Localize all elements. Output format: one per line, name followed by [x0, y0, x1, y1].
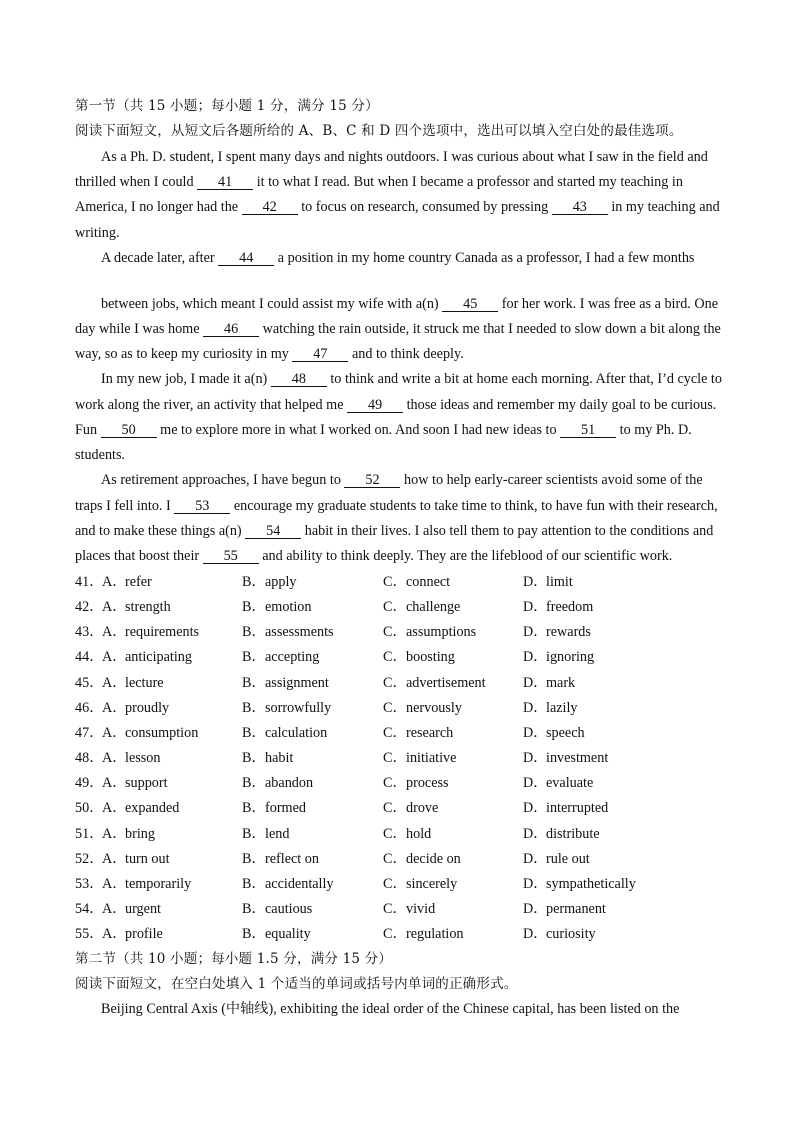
passage-text: traps I fell into. I [75, 498, 175, 514]
blank-43: 43 [552, 200, 608, 215]
option-letter: A． [102, 926, 127, 943]
option-text: sincerely [406, 875, 458, 892]
passage-line [75, 320, 721, 338]
option-text: lazily [546, 699, 578, 716]
blank-52: 52 [344, 473, 400, 488]
passage-text: work along the river, an activity that helped me [75, 397, 348, 413]
option-d [523, 749, 608, 767]
option-text: consumption [125, 724, 199, 741]
blank-49: 49 [347, 398, 403, 413]
question-number: 53． [75, 875, 104, 892]
option-text: research [406, 724, 454, 741]
option-letter: C． [383, 900, 407, 917]
option-d [523, 850, 590, 868]
question-number: 50． [75, 800, 104, 817]
option-c [383, 799, 438, 817]
option-text: boosting [406, 649, 455, 666]
option-letter: D． [523, 850, 548, 867]
option-letter: D． [523, 800, 548, 817]
option-a [102, 598, 171, 616]
option-c [383, 749, 456, 767]
option-a [102, 925, 163, 943]
option-letter: A． [102, 599, 127, 616]
passage-text: way, so as to keep my curiosity in my [75, 346, 293, 362]
option-letter: A． [102, 800, 127, 817]
question-number: 43． [75, 624, 104, 641]
option-letter: D． [523, 574, 548, 590]
option-letter: A． [102, 724, 127, 741]
option-text: investment [546, 750, 609, 767]
option-text: rule out [546, 850, 590, 867]
option-row [75, 900, 715, 918]
option-c [383, 774, 449, 792]
option-letter: A． [102, 649, 127, 666]
option-text: assumptions [406, 624, 477, 641]
passage-text: Fun [75, 422, 101, 438]
option-letter: D． [523, 900, 548, 917]
blank-54: 54 [245, 524, 301, 539]
option-row [75, 825, 715, 843]
option-text: assessments [265, 624, 334, 641]
question-number: 48． [75, 750, 104, 767]
option-c [383, 598, 460, 616]
option-letter: B． [242, 825, 266, 842]
option-letter: A． [102, 750, 127, 767]
question-number: 52． [75, 850, 104, 867]
passage-text: in my teaching and [607, 199, 720, 215]
blank-53: 53 [174, 499, 230, 514]
option-letter: D． [523, 649, 548, 666]
option-text: advertisement [406, 674, 486, 691]
option-b [242, 875, 334, 893]
option-a [102, 749, 160, 767]
option-text: urgent [125, 900, 161, 917]
option-row [75, 875, 715, 893]
option-text: rewards [546, 624, 591, 641]
option-letter: C． [383, 724, 407, 741]
passage-text: for her work. I was free as a bird. One [498, 296, 719, 312]
option-text: lend [265, 825, 290, 842]
option-d [523, 799, 608, 817]
option-c [383, 623, 476, 641]
option-b [242, 825, 289, 843]
option-letter: B． [242, 750, 266, 767]
passage-text: America, I no longer had the [75, 199, 242, 215]
option-letter: D． [523, 674, 548, 691]
option-text: lecture [125, 674, 164, 691]
option-letter: C． [383, 599, 407, 616]
option-text: interrupted [546, 800, 609, 817]
option-b [242, 799, 306, 817]
option-text: regulation [406, 926, 464, 943]
option-letter: D． [523, 699, 548, 716]
option-letter: C． [383, 775, 407, 792]
option-letter: B． [242, 900, 266, 917]
option-text: habit [265, 750, 294, 767]
option-text: requirements [125, 624, 200, 641]
option-letter: B． [242, 699, 266, 716]
option-letter: C． [383, 850, 407, 867]
passage-text: In my new job, I made it a(n) [101, 371, 271, 387]
option-row [75, 623, 715, 641]
option-text: anticipating [125, 649, 192, 666]
blank-50: 50 [101, 423, 157, 438]
option-text: curiosity [546, 926, 596, 943]
passage-line [75, 198, 720, 216]
section1-instruction: 阅读下面短文，从短文后各题所给的 A、B、C 和 D 四个选项中，选出可以填入空白处的最佳选项。 [75, 123, 683, 139]
option-c [383, 850, 461, 868]
passage-line [75, 396, 716, 414]
option-letter: B． [242, 674, 266, 691]
option-letter: A． [102, 775, 127, 792]
option-text: emotion [265, 599, 312, 616]
option-letter: C． [383, 649, 407, 666]
option-letter: B． [242, 724, 266, 741]
passage-line [101, 295, 718, 313]
option-text: temporarily [125, 875, 192, 892]
passage-text: and to think deeply. [348, 346, 464, 362]
option-d [523, 774, 593, 792]
passage-line: students. [75, 447, 126, 463]
blank-42: 42 [242, 200, 298, 215]
option-text: formed [265, 800, 306, 817]
option-b [242, 850, 319, 868]
option-c [383, 825, 431, 843]
option-c [383, 699, 462, 717]
option-text: accepting [265, 649, 320, 666]
passage-text: watching the rain outside, it struck me that I needed to slow down a bit along the [259, 321, 721, 337]
passage-line [75, 173, 683, 191]
option-text: strength [125, 599, 171, 616]
passage-line [75, 421, 692, 439]
option-letter: C． [383, 800, 407, 817]
option-letter: C． [383, 574, 407, 590]
option-row [75, 724, 715, 742]
option-row [75, 925, 715, 943]
passage-line [75, 497, 718, 515]
option-a [102, 850, 170, 868]
passage-text: it to what I read. But when I became a professor and started my teaching in [253, 174, 683, 190]
option-letter: C． [383, 926, 407, 943]
option-d [523, 598, 593, 616]
option-letter: B． [242, 926, 266, 943]
passage-text: places that boost their [75, 548, 203, 564]
option-row [75, 699, 715, 717]
section2-passage-line: Beijing Central Axis (中轴线), exhibiting the ideal order of the Chinese capital, has been listed on the [101, 1001, 680, 1017]
question-number: 51． [75, 825, 104, 842]
option-letter: D． [523, 750, 548, 767]
option-text: permanent [546, 900, 606, 917]
option-text: cautious [265, 900, 313, 917]
option-c [383, 875, 457, 893]
option-row [75, 598, 715, 616]
option-c [383, 573, 450, 591]
option-letter: D． [523, 599, 548, 616]
option-b [242, 648, 319, 666]
option-a [102, 699, 169, 717]
option-text: support [125, 775, 168, 792]
option-c [383, 674, 486, 692]
option-d [523, 875, 636, 893]
question-number: 47． [75, 724, 104, 741]
option-d [523, 925, 596, 943]
option-a [102, 724, 198, 742]
question-number: 41． [75, 574, 104, 590]
option-text: accidentally [265, 875, 334, 892]
question-number: 44． [75, 649, 104, 666]
option-text: connect [406, 574, 451, 590]
option-text: speech [546, 724, 585, 741]
option-text: drove [406, 800, 439, 817]
option-letter: B． [242, 649, 266, 666]
option-b [242, 623, 334, 641]
passage-text: to my Ph. D. [616, 422, 692, 438]
passage-text: between jobs, which meant I could assist my wife with a(n) [101, 296, 443, 312]
option-text: refer [125, 574, 152, 590]
option-text: mark [546, 674, 576, 691]
option-text: limit [546, 574, 573, 590]
option-letter: B． [242, 800, 266, 817]
option-b [242, 699, 331, 717]
option-a [102, 825, 155, 843]
option-letter: C． [383, 750, 407, 767]
option-d [523, 724, 585, 742]
option-row [75, 749, 715, 767]
option-text: assignment [265, 674, 329, 691]
option-letter: D． [523, 875, 548, 892]
passage-line: writing. [75, 225, 120, 241]
section2-heading: 第二节（共 10 小题；每小题 1.5 分，满分 15 分） [75, 951, 393, 967]
option-text: lesson [125, 750, 161, 767]
passage-line: As a Ph. D. student, I spent many days and nights outdoors. I was curious about what I saw in the field and [101, 149, 708, 165]
option-a [102, 774, 168, 792]
passage-text: those ideas and remember my daily goal to be curious. [403, 397, 717, 413]
option-text: evaluate [546, 775, 594, 792]
option-letter: A． [102, 875, 127, 892]
option-row [75, 774, 715, 792]
option-letter: A． [102, 850, 127, 867]
option-text: process [406, 775, 449, 792]
question-number: 42． [75, 599, 104, 616]
option-text: equality [265, 926, 311, 943]
option-letter: C． [383, 875, 407, 892]
option-b [242, 598, 312, 616]
passage-line [75, 345, 464, 363]
option-c [383, 900, 435, 918]
section1-heading: 第一节（共 15 小题；每小题 1 分，满分 15 分） [75, 98, 379, 114]
option-c [383, 925, 464, 943]
option-a [102, 623, 199, 641]
option-letter: D． [523, 724, 548, 741]
option-letter: A． [102, 825, 127, 842]
option-a [102, 799, 179, 817]
question-number: 54． [75, 900, 104, 917]
passage-line [101, 249, 694, 267]
passage-text: me to explore more in what I worked on. And soon I had new ideas to [156, 422, 561, 438]
passage-text: day while I was home [75, 321, 204, 337]
option-text: freedom [546, 599, 594, 616]
option-text: calculation [265, 724, 328, 741]
option-d [523, 674, 575, 692]
option-letter: B． [242, 850, 266, 867]
option-letter: A． [102, 624, 127, 641]
option-text: ignoring [546, 649, 595, 666]
option-b [242, 573, 297, 591]
option-b [242, 925, 311, 943]
blank-41: 41 [197, 175, 253, 190]
passage-text: how to help early-career scientists avoid some of the [400, 472, 703, 488]
option-a [102, 573, 152, 591]
question-number: 49． [75, 775, 104, 792]
option-a [102, 674, 164, 692]
option-c [383, 724, 453, 742]
option-d [523, 623, 591, 641]
option-text: profile [125, 926, 163, 943]
passage-text: habit in their lives. I also tell them to pay attention to the conditions and [301, 523, 714, 539]
blank-45: 45 [442, 297, 498, 312]
question-number: 45． [75, 674, 104, 691]
option-row [75, 674, 715, 692]
option-letter: C． [383, 674, 407, 691]
passage-line [75, 522, 713, 540]
blank-46: 46 [203, 322, 259, 337]
option-d [523, 900, 606, 918]
passage-text: As retirement approaches, I have begun to [101, 472, 345, 488]
option-text: turn out [125, 850, 170, 867]
option-text: sympathetically [546, 875, 636, 892]
option-b [242, 900, 312, 918]
option-letter: B． [242, 624, 266, 641]
option-text: challenge [406, 599, 461, 616]
option-text: decide on [406, 850, 461, 867]
option-letter: B． [242, 775, 266, 792]
option-d [523, 648, 594, 666]
option-text: reflect on [265, 850, 319, 867]
option-b [242, 749, 293, 767]
passage-line [75, 547, 672, 565]
option-b [242, 724, 327, 742]
section2-instruction: 阅读下面短文，在空白处填入 1 个适当的单词或括号内单词的正确形式。 [75, 976, 518, 992]
option-letter: C． [383, 825, 407, 842]
option-text: apply [265, 574, 297, 590]
passage-text: A decade later, after [101, 250, 219, 266]
blank-48: 48 [271, 372, 327, 387]
blank-51: 51 [560, 423, 616, 438]
passage-text: encourage my graduate students to take time to think, to have fun with their research, [230, 498, 718, 514]
passage-line [101, 471, 703, 489]
option-text: hold [406, 825, 432, 842]
question-number: 46． [75, 699, 104, 716]
option-a [102, 875, 191, 893]
option-letter: C． [383, 699, 407, 716]
option-text: nervously [406, 699, 462, 716]
passage-text: thrilled when I could [75, 174, 198, 190]
option-row [75, 648, 715, 666]
option-d [523, 825, 600, 843]
option-letter: B． [242, 875, 266, 892]
option-b [242, 774, 313, 792]
blank-55: 55 [203, 549, 259, 564]
option-d [523, 699, 578, 717]
option-text: bring [125, 825, 155, 842]
blank-47: 47 [292, 347, 348, 362]
option-text: distribute [546, 825, 600, 842]
option-text: abandon [265, 775, 314, 792]
option-row [75, 573, 715, 591]
option-row [75, 799, 715, 817]
option-text: sorrowfully [265, 699, 332, 716]
option-a [102, 648, 192, 666]
option-letter: A． [102, 574, 127, 590]
option-letter: A． [102, 900, 127, 917]
option-letter: B． [242, 599, 266, 616]
option-text: initiative [406, 750, 457, 767]
option-a [102, 900, 161, 918]
option-text: expanded [125, 800, 180, 817]
option-letter: D． [523, 825, 548, 842]
option-letter: B． [242, 574, 266, 590]
passage-line [101, 370, 722, 388]
option-letter: D． [523, 624, 548, 641]
option-letter: D． [523, 926, 548, 943]
question-number: 55． [75, 926, 104, 943]
option-letter: A． [102, 674, 127, 691]
passage-text: to think and write a bit at home each morning. After that, I’d cycle to [326, 371, 722, 387]
option-text: proudly [125, 699, 170, 716]
option-letter: C． [383, 624, 407, 641]
blank-44: 44 [218, 251, 274, 266]
option-d [523, 573, 573, 591]
option-row [75, 850, 715, 868]
passage-text: and ability to think deeply. They are the lifeblood of our scientific work. [258, 548, 673, 564]
passage-text: and to make these things a(n) [75, 523, 246, 539]
option-letter: D． [523, 775, 548, 792]
passage-text: to focus on research, consumed by pressing [297, 199, 552, 215]
option-b [242, 674, 329, 692]
passage-text: a position in my home country Canada as a professor, I had a few months [274, 250, 695, 266]
option-text: vivid [406, 900, 436, 917]
option-letter: A． [102, 699, 127, 716]
option-c [383, 648, 455, 666]
